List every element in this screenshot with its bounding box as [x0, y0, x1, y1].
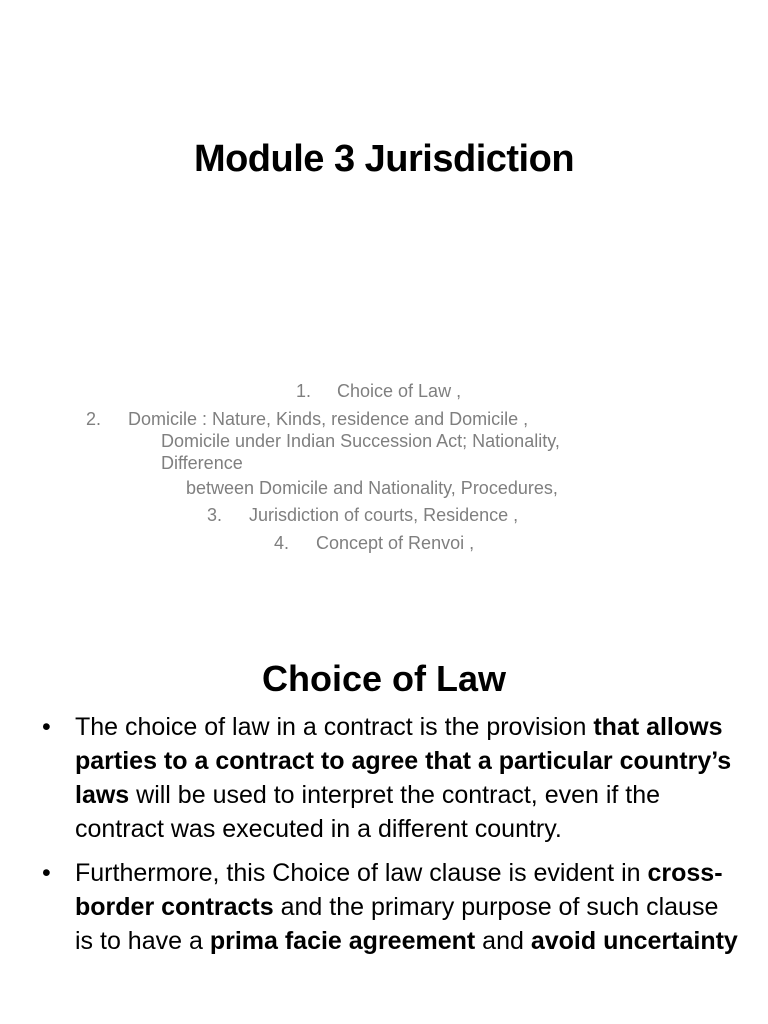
bullet-item-2 — [42, 856, 742, 958]
agenda-item-2-continuation: Difference — [161, 453, 243, 473]
agenda-item-text: Jurisdiction of courts, Residence , — [249, 505, 519, 525]
bullet-emphasis: that allows parties to a contract to agree that a particular country’s laws — [75, 713, 732, 809]
bullet-text: Furthermore, this Choice of law clause is evident in — [75, 859, 648, 887]
slide-heading: Choice of Law — [261, 657, 507, 699]
bullet-text: will be used to interpret the contract, even if the contract was executed in a different country. — [75, 781, 661, 843]
slide-title: Module 3 Jurisdiction — [193, 138, 575, 181]
bullet-marker: • — [42, 859, 51, 887]
agenda-item-text: Concept of Renvoi , — [316, 533, 475, 553]
bullet-list — [42, 710, 742, 968]
bullet-emphasis: avoid uncertainty — [530, 927, 738, 955]
agenda-item-3 — [207, 504, 518, 526]
agenda-item-text: Choice of Law , — [337, 381, 462, 401]
bullet-text: and — [475, 927, 531, 955]
agenda-item-2-continuation: Domicile under Indian Succession Act; Nationality, — [161, 431, 560, 451]
bullet-emphasis: prima facie agreement — [209, 927, 476, 955]
agenda-item-2 — [86, 408, 528, 430]
bullet-text: The choice of law in a contract is the provision — [75, 713, 594, 741]
bullet-text: and the primary purpose of such clause is to have a — [75, 893, 719, 955]
agenda-item-number: 4. — [274, 533, 290, 553]
bullet-marker: • — [42, 713, 51, 741]
agenda-item-number: 3. — [207, 505, 223, 525]
agenda-item-4 — [274, 532, 474, 554]
agenda-item-number: 1. — [296, 381, 312, 401]
agenda-item-text: Domicile : Nature, Kinds, residence and Domicile , — [128, 409, 529, 429]
bullet-item-1 — [42, 710, 742, 846]
agenda-item-number: 2. — [86, 409, 102, 429]
agenda-item-1 — [296, 380, 461, 402]
agenda-item-2-continuation: between Domicile and Nationality, Procedures, — [186, 478, 558, 498]
bullet-emphasis: cross-border contracts — [75, 859, 723, 921]
slide-choice-of-law — [0, 580, 768, 1024]
